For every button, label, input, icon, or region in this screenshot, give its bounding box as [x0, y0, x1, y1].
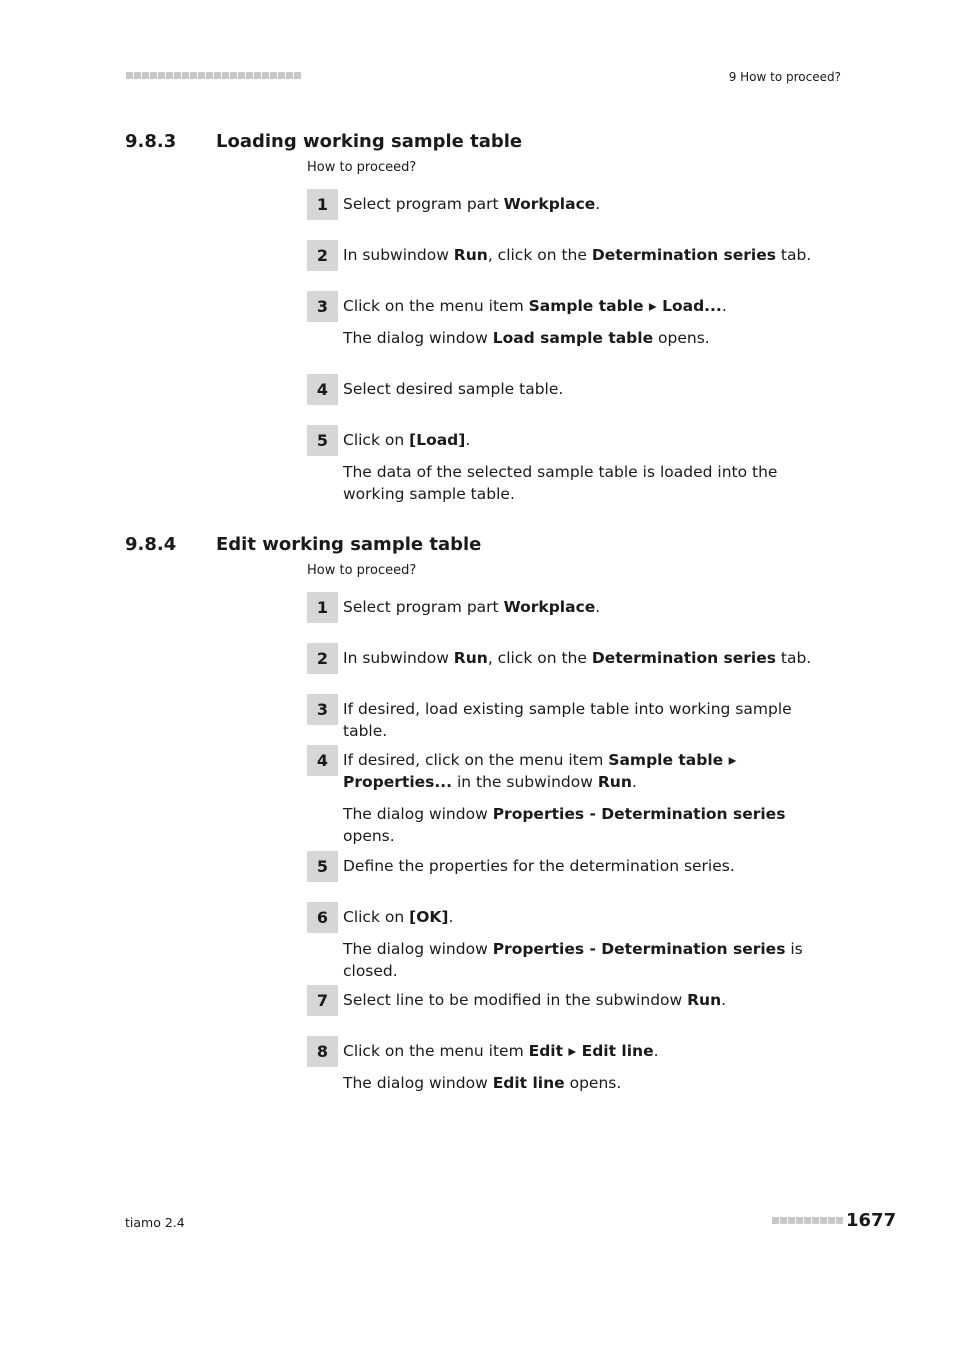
bold-term: Run: [453, 649, 488, 667]
step-body: [343, 851, 832, 882]
dot-mark: [134, 72, 141, 79]
step-text: Select program part: [343, 598, 504, 616]
section-heading-9-8-4: [125, 534, 481, 555]
step-number-badge: 1: [307, 189, 338, 220]
step-instruction: [343, 378, 832, 400]
step-number-badge: 2: [307, 643, 338, 674]
dot-mark: [206, 72, 213, 79]
bold-term: Workplace: [503, 195, 596, 213]
bold-term: Edit line: [492, 1074, 565, 1092]
dot-mark: [828, 1217, 835, 1224]
step-text: .: [595, 195, 601, 213]
step-number-badge: 4: [307, 374, 338, 405]
header-dots: [126, 71, 306, 80]
step-text: opens.: [653, 329, 710, 347]
step-instruction: [343, 855, 832, 877]
section-subheading: How to proceed?: [307, 160, 417, 175]
step-text: .: [448, 908, 454, 926]
step-number-badge: 5: [307, 425, 338, 456]
step-result: [343, 938, 832, 982]
dot-mark: [214, 72, 221, 79]
step-number-badge: 1: [307, 592, 338, 623]
bold-term: [OK]: [409, 908, 449, 926]
step-text: The data of the selected sample table is loaded into the working sample table.: [343, 463, 778, 503]
step-result: [343, 803, 832, 847]
step-text: Click on the menu item: [343, 297, 529, 315]
section-number: 9.8.4: [125, 534, 177, 555]
step-item: [307, 240, 832, 271]
step-text: The dialog window: [343, 805, 493, 823]
dot-mark: [126, 72, 133, 79]
step-number-badge: 3: [307, 291, 338, 322]
step-instruction: [343, 698, 832, 742]
dot-mark: [230, 72, 237, 79]
step-item: [307, 592, 832, 623]
step-body: [343, 902, 832, 982]
step-item: [307, 902, 832, 982]
step-text: Click on: [343, 431, 410, 449]
step-text: The dialog window: [343, 1074, 493, 1092]
step-text: Click on the menu item: [343, 1042, 529, 1060]
step-body: [343, 374, 832, 405]
step-number-badge: 8: [307, 1036, 338, 1067]
step-instruction: [343, 193, 832, 215]
dot-mark: [222, 72, 229, 79]
bold-term: Edit ▸ Edit line: [528, 1042, 654, 1060]
dot-mark: [286, 72, 293, 79]
dot-mark: [198, 72, 205, 79]
dot-mark: [150, 72, 157, 79]
step-text: If desired, click on the menu item: [343, 751, 609, 769]
dot-mark: [780, 1217, 787, 1224]
step-text: opens.: [564, 1074, 622, 1092]
dot-mark: [262, 72, 269, 79]
step-number-badge: 7: [307, 985, 338, 1016]
step-text: opens.: [343, 827, 395, 845]
step-number-badge: 4: [307, 745, 338, 776]
step-item: [307, 425, 832, 505]
step-body: [343, 745, 832, 847]
step-result: [343, 461, 832, 505]
dot-mark: [182, 72, 189, 79]
bold-term: Load sample table: [492, 329, 654, 347]
step-number-badge: 5: [307, 851, 338, 882]
step-body: [343, 1036, 832, 1094]
step-item: [307, 985, 832, 1016]
dot-mark: [294, 72, 301, 79]
bold-term: [Load]: [409, 431, 466, 449]
dot-mark: [158, 72, 165, 79]
step-number-badge: 3: [307, 694, 338, 725]
section-title: Edit working sample table: [216, 534, 482, 555]
step-item: [307, 291, 832, 349]
step-text: In subwindow: [343, 246, 454, 264]
footer-dots: [772, 1216, 843, 1224]
step-instruction: [343, 429, 832, 451]
dot-mark: [174, 72, 181, 79]
bold-term: Determination series: [591, 649, 776, 667]
page-number: 1677: [846, 1210, 897, 1231]
step-body: [343, 592, 832, 623]
step-number-badge: 6: [307, 902, 338, 933]
step-text: tab.: [775, 246, 812, 264]
step-body: [343, 694, 832, 742]
step-item: [307, 189, 832, 220]
dot-mark: [190, 72, 197, 79]
bold-term: Run: [453, 246, 488, 264]
footer-product: tiamo 2.4: [125, 1215, 185, 1230]
step-text: .: [465, 431, 471, 449]
step-text: If desired, load existing sample table into working sample table.: [343, 700, 792, 740]
step-instruction: [343, 749, 832, 793]
step-text: Select program part: [343, 195, 504, 213]
step-instruction: [343, 1040, 832, 1062]
step-text: Select line to be modified in the subwindow: [343, 991, 688, 1009]
bold-term: Run: [687, 991, 722, 1009]
bold-term: Properties - Determination series: [492, 805, 786, 823]
step-body: [343, 189, 832, 220]
step-text: .: [721, 991, 727, 1009]
step-instruction: [343, 295, 832, 317]
bold-term: Sample table ▸ Load...: [528, 297, 722, 315]
step-result: [343, 327, 832, 349]
dot-mark: [820, 1217, 827, 1224]
dot-mark: [166, 72, 173, 79]
dot-mark: [238, 72, 245, 79]
step-text: The dialog window: [343, 940, 493, 958]
dot-mark: [142, 72, 149, 79]
dot-mark: [270, 72, 277, 79]
bold-term: Properties - Determination series: [492, 940, 786, 958]
step-text: in the subwindow: [452, 773, 598, 791]
section-number: 9.8.3: [125, 131, 177, 152]
dot-mark: [812, 1217, 819, 1224]
dot-mark: [836, 1217, 843, 1224]
step-text: is closed.: [343, 940, 803, 980]
step-item: [307, 1036, 832, 1094]
step-item: [307, 745, 832, 847]
bold-term: Sample table ▸ Properties...: [343, 751, 737, 791]
step-item: [307, 851, 832, 882]
step-text: Click on: [343, 908, 410, 926]
step-text: .: [595, 598, 601, 616]
header-chapter: 9 How to proceed?: [728, 70, 841, 84]
bold-term: Workplace: [503, 598, 596, 616]
step-text: , click on the: [487, 649, 592, 667]
dot-mark: [788, 1217, 795, 1224]
step-text: , click on the: [487, 246, 592, 264]
dot-mark: [772, 1217, 779, 1224]
step-instruction: [343, 596, 832, 618]
step-number-badge: 2: [307, 240, 338, 271]
step-text: In subwindow: [343, 649, 454, 667]
step-instruction: [343, 244, 832, 266]
step-result: [343, 1072, 832, 1094]
step-item: [307, 643, 832, 674]
step-text: .: [631, 773, 637, 791]
step-text: tab.: [775, 649, 812, 667]
step-instruction: [343, 647, 832, 669]
step-body: [343, 291, 832, 349]
step-item: [307, 694, 832, 742]
step-item: [307, 374, 832, 405]
dot-mark: [804, 1217, 811, 1224]
dot-mark: [254, 72, 261, 79]
dot-mark: [246, 72, 253, 79]
step-body: [343, 643, 832, 674]
dot-mark: [278, 72, 285, 79]
step-instruction: [343, 906, 832, 928]
step-text: Select desired sample table.: [343, 380, 564, 398]
step-body: [343, 425, 832, 505]
step-body: [343, 985, 832, 1016]
section-title: Loading working sample table: [216, 131, 523, 152]
step-text: .: [721, 297, 727, 315]
step-text: .: [653, 1042, 659, 1060]
section-heading-9-8-3: [125, 131, 522, 152]
bold-term: Determination series: [591, 246, 776, 264]
step-body: [343, 240, 832, 271]
section-subheading: How to proceed?: [307, 563, 417, 578]
bold-term: Run: [597, 773, 632, 791]
step-text: Define the properties for the determination series.: [343, 857, 735, 875]
dot-mark: [796, 1217, 803, 1224]
step-text: The dialog window: [343, 329, 493, 347]
step-instruction: [343, 989, 832, 1011]
